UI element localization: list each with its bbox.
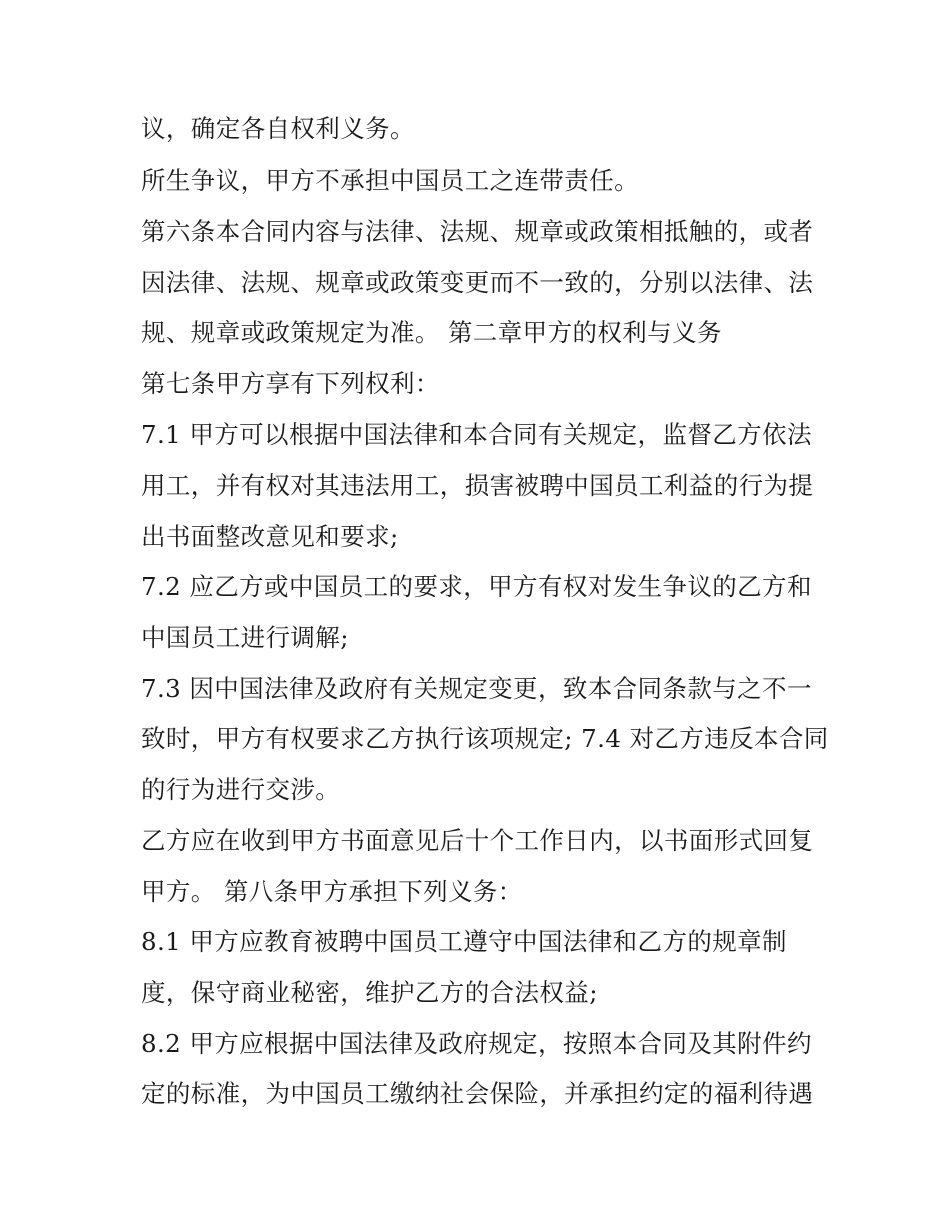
- text-line-16: 甲方。 第八条甲方承担下列义务：: [141, 877, 523, 906]
- text-line-12: 7.3 因中国法律及政府有关规定变更，致本合同条款与之不一: [141, 674, 812, 703]
- text-line-18: 度，保守商业秘密，维护乙方的合法权益;: [141, 978, 598, 1007]
- text-line-3: 第六条本合同内容与法律、法规、规章或政策相抵触的，或者: [141, 217, 814, 246]
- text-line-19: 8.2 甲方应根据中国法律及政府规定，按照本合同及其附件约: [141, 1029, 812, 1058]
- text-line-6: 第七条甲方享有下列权利：: [141, 369, 440, 398]
- text-line-8: 用工，并有权对其违法用工，损害被聘中国员工利益的行为提: [141, 471, 814, 500]
- text-line-17: 8.1 甲方应教育被聘中国员工遵守中国法律和乙方的规章制: [141, 927, 787, 956]
- text-line-9: 出书面整改意见和要求;: [141, 522, 399, 551]
- text-line-2: 所生争议，甲方不承担中国员工之连带责任。: [141, 166, 639, 195]
- text-line-15: 乙方应在收到甲方书面意见后十个工作日内，以书面形式回复: [141, 826, 814, 855]
- text-line-11: 中国员工进行调解;: [141, 623, 349, 652]
- text-line-1: 议，确定各自权利义务。: [141, 114, 415, 143]
- text-line-10: 7.2 应乙方或中国员工的要求，甲方有权对发生争议的乙方和: [141, 572, 812, 601]
- text-line-20: 定的标准，为中国员工缴纳社会保险，并承担约定的福利待遇: [141, 1079, 814, 1108]
- text-line-13: 致时，甲方有权要求乙方执行该项规定; 7.4 对乙方违反本合同: [141, 724, 829, 753]
- text-line-5: 规、规章或政策规定为准。 第二章甲方的权利与义务: [141, 318, 722, 347]
- text-line-4: 因法律、法规、规章或政策变更而不一致的，分别以法律、法: [141, 268, 814, 297]
- text-line-14: 的行为进行交涉。: [141, 775, 341, 804]
- text-line-7: 7.1 甲方可以根据中国法律和本合同有关规定，监督乙方依法: [141, 420, 812, 449]
